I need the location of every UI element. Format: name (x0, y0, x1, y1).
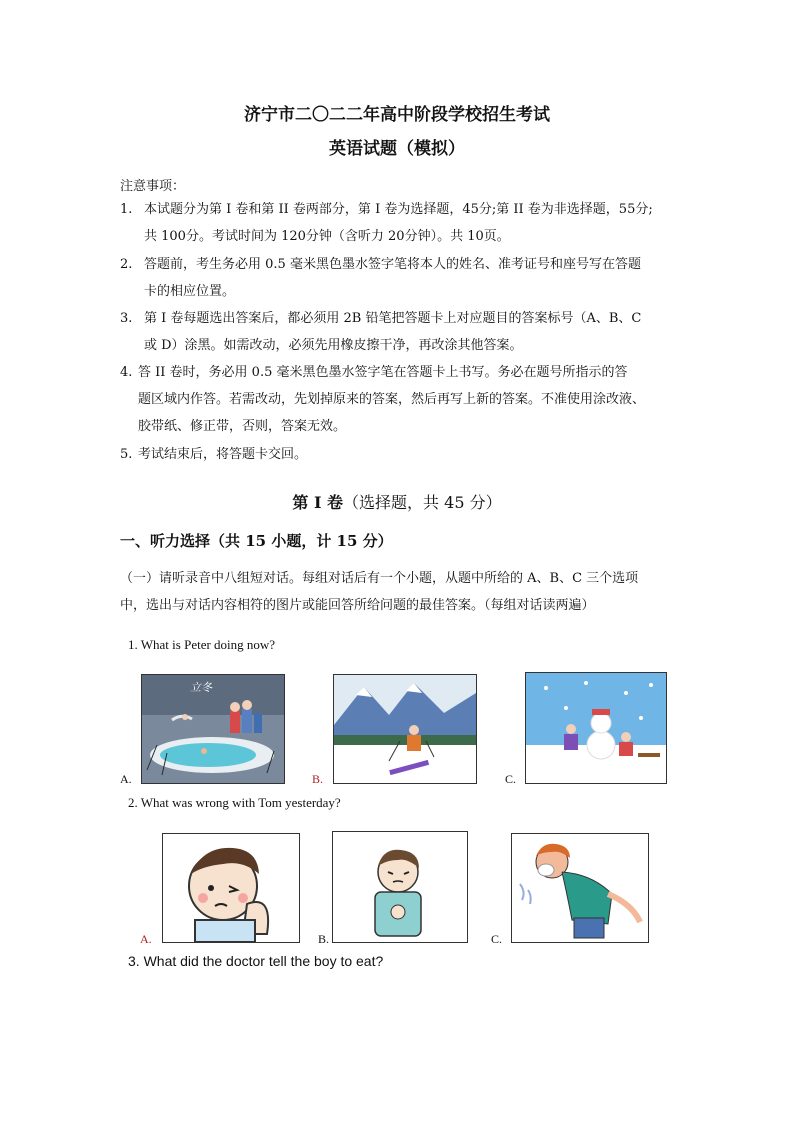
question-1-text: 1. What is Peter doing now? (128, 637, 276, 652)
notice-line: 共 100分。考试时间为 120分钟（含听力 20分钟）。共 10页。 (144, 229, 510, 244)
section-title-rest: （选择题，共 45 分） (343, 493, 502, 512)
question-1-option-c[interactable]: C. (505, 772, 517, 786)
question-2-text: 2. What was wrong with Tom yesterday? (128, 795, 341, 810)
notice-item-number: 1. (120, 202, 133, 217)
toothache-illustration (163, 834, 299, 942)
winter-swimming-picture[interactable] (141, 674, 285, 784)
skiing-picture[interactable] (333, 674, 477, 784)
instruction-line: 中，选出与对话内容相符的图片或能回答所给问题的最佳答案。（每组对话读两遍） (120, 598, 595, 613)
notice-line: 第 I 卷每题选出答案后，都必须用 2B 铅笔把答题卡上对应题目的答案标号（A、B、C (144, 311, 642, 326)
snowman-picture[interactable] (525, 672, 667, 784)
cold-illustration (512, 834, 648, 942)
notice-line: 题区域内作答。若需改动，先划掉原来的答案，然后再写上新的答案。不准使用涂改液、 (138, 392, 646, 407)
part-instruction (120, 565, 680, 619)
notice-line: 本试题分为第 I 卷和第 II 卷两部分，第 I 卷为选择题，45分;第 II 卷为非选择题，55分; (144, 202, 653, 217)
picture-caption-lidong: 立冬 (190, 681, 212, 694)
question-1-option-b[interactable]: B. (312, 772, 324, 786)
notice-line: 或 D）涂黑。如需改动，必须先用橡皮擦干净，再改涂其他答案。 (144, 338, 523, 353)
notice-item-2 (120, 251, 680, 305)
stomachache-illustration (333, 832, 467, 942)
exam-subtitle: 英语试题（模拟） (329, 139, 465, 159)
question-2-option-c[interactable]: C. (491, 932, 503, 946)
instruction-line: （一）请听录音中八组短对话。每组对话后有一个小题，从题中所给的 A、B、C 三个选项 (120, 571, 639, 586)
notice-item-4 (120, 359, 680, 440)
notice-item-number: 5. (120, 447, 133, 462)
notice-line: 卡的相应位置。 (144, 284, 236, 299)
notice-item-number: 3. (120, 311, 133, 326)
exam-title: 济宁市二〇二二年高中阶段学校招生考试 (244, 105, 550, 125)
question-3-text: 3. What did the doctor tell the boy to eat? (128, 953, 384, 969)
notice-item-5 (120, 441, 680, 468)
notice-line: 答 II 卷时，务必用 0.5 毫米黑色墨水签字笔在答题卡上书写。务必在题号所指示的答 (138, 365, 628, 380)
section-title (0, 490, 794, 513)
toothache-picture[interactable] (162, 833, 300, 943)
question-1-option-a[interactable]: A. (120, 772, 132, 786)
section-title-bold: 第 I 卷 (292, 493, 344, 512)
notice-heading: 注意事项： (120, 179, 186, 194)
notice-item-3 (120, 305, 680, 359)
notice-item-1 (120, 196, 680, 250)
notice-line: 胶带纸、修正带，否则，答案无效。 (138, 419, 347, 434)
cold-sneezing-picture[interactable] (511, 833, 649, 943)
winter-swimming-illustration (142, 675, 284, 783)
question-2-option-b[interactable]: B. (318, 932, 330, 946)
notice-item-number: 2. (120, 257, 133, 272)
notice-line: 答题前，考生务必用 0.5 毫米黑色墨水签字笔将本人的姓名、准考证号和座号写在答题 (144, 257, 641, 272)
question-2-option-a[interactable]: A. (140, 932, 152, 946)
part-title: 一、听力选择（共 15 小题，计 15 分） (120, 532, 393, 550)
stomachache-picture[interactable] (332, 831, 468, 943)
snowman-illustration (526, 673, 666, 783)
skiing-illustration (334, 675, 476, 783)
notice-item-number: 4. (120, 365, 133, 380)
notice-line: 考试结束后，将答题卡交回。 (138, 447, 308, 462)
